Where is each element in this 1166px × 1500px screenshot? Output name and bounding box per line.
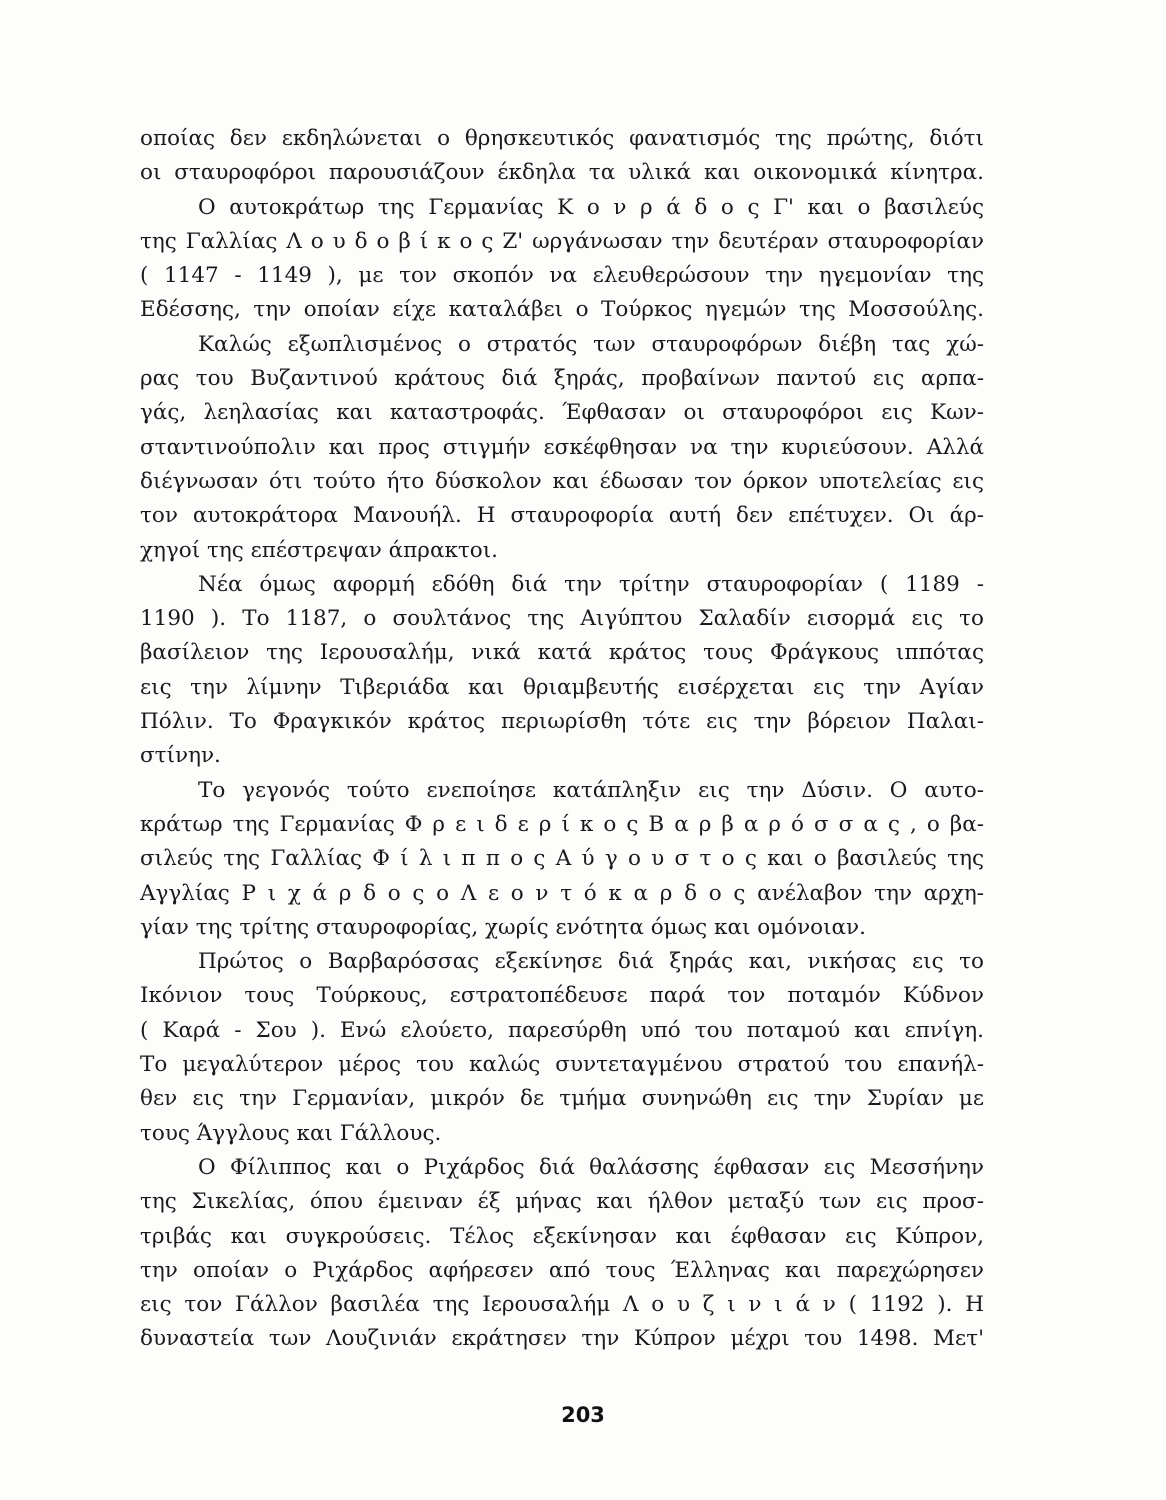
text-line: γάς, λεηλασίας και καταστροφάς. Έφθασαν οι σταυροφόροι εις Κων- bbox=[140, 400, 984, 426]
text-line: εις τον Γάλλον βασιλέα της Ιερουσαλήμ Λ ο υ ζ ι ν ι ά ν ( 1192 ). Η bbox=[140, 1292, 984, 1318]
page-number: 203 bbox=[561, 1403, 605, 1427]
text-line: Πόλιν. Το Φραγκικόν κράτος περιωρίσθη τότε εις την βόρειον Παλαι- bbox=[140, 709, 984, 735]
text-line: Ικόνιον τους Τούρκους, εστρατοπέδευσε παρά τον ποταμόν Κύδνον bbox=[140, 983, 984, 1009]
text-line: την οποίαν ο Ριχάρδος αφήρεσεν από τους Έλληνας και παρεχώρησεν bbox=[140, 1257, 984, 1283]
text-line: της Γαλλίας Λ ο υ δ ο β ί κ ο ς Ζ' ωργάνωσαν την δευτέραν σταυροφορίαν bbox=[140, 228, 984, 254]
text-line: διέγνωσαν ότι τούτο ήτο δύσκολον και έδωσαν τον όρκον υποτελείας εις bbox=[140, 468, 984, 494]
text-line: βασίλειον της Ιερουσαλήμ, νικά κατά κράτος τους Φράγκους ιππότας bbox=[140, 640, 984, 666]
paragraph-end-line: στίνην. bbox=[140, 743, 221, 769]
body-text bbox=[140, 122, 984, 1357]
paragraph-start-line: Ο Φίλιππος και ο Ριχάρδος διά θαλάσσης έφθασαν εις Μεσσήνην bbox=[198, 1154, 984, 1180]
text-line: σιλεύς της Γαλλίας Φ ί λ ι π π ο ς Α ύ γ ο υ σ τ ο ς και ο βασιλεύς της bbox=[140, 846, 984, 872]
text-line: Αγγλίας Ρ ι χ ά ρ δ ο ς ο Λ ε ο ν τ ό κ α ρ δ ο ς ανέλαβον την αρχη- bbox=[140, 880, 984, 906]
text-line: κράτωρ της Γερμανίας Φ ρ ε ι δ ε ρ ί κ ο ς Β α ρ β α ρ ό σ σ α ς , ο βα- bbox=[140, 811, 984, 837]
text-line: ρας του Βυζαντινού κράτους διά ξηράς, προβαίνων παντού εις αρπα- bbox=[140, 366, 984, 392]
paragraph-start-line: Ο αυτοκράτωρ της Γερμανίας Κ ο ν ρ ά δ ο ς Γ' και ο βασιλεύς bbox=[198, 194, 984, 220]
text-line: της Σικελίας, όπου έμειναν έξ μήνας και ήλθον μεταξύ των εις προσ- bbox=[140, 1189, 984, 1215]
text-line: τριβάς και συγκρούσεις. Τέλος εξεκίνησαν και έφθασαν εις Κύπρον, bbox=[140, 1223, 984, 1249]
paragraph-start-line: Πρώτος ο Βαρβαρόσσας εξεκίνησε διά ξηράς και, νικήσας εις το bbox=[198, 949, 984, 975]
text-line: θεν εις την Γερμανίαν, μικρόν δε τμήμα συνηνώθη εις την Συρίαν με bbox=[140, 1086, 984, 1112]
text-line: δυναστεία των Λουζινιάν εκράτησεν την Κύπρον μέχρι του 1498. Μετ' bbox=[140, 1326, 984, 1352]
text-line: τον αυτοκράτορα Μανουήλ. Η σταυροφορία αυτή δεν επέτυχεν. Οι άρ- bbox=[140, 503, 984, 529]
text-line: εις την λίμνην Τιβεριάδα και θριαμβευτής εισέρχεται εις την Αγίαν bbox=[140, 674, 984, 700]
paragraph-start-line: Καλώς εξωπλισμένος ο στρατός των σταυροφόρων διέβη τας χώ- bbox=[198, 331, 984, 357]
text-line: Εδέσσης, την οποίαν είχε καταλάβει ο Τούρκος ηγεμών της Μοσσούλης. bbox=[140, 297, 984, 323]
paragraph-end-line: χηγοί της επέστρεψαν άπρακτοι. bbox=[140, 537, 499, 563]
paragraph-end-line: γίαν της τρίτης σταυροφορίας, χωρίς ενότητα όμως και ομόνοιαν. bbox=[140, 914, 866, 940]
text-line: ( Καρά - Σου ). Ενώ ελούετο, παρεσύρθη υπό του ποταμού και επνίγη. bbox=[140, 1017, 984, 1043]
text-line: σταντινούπολιν και προς στιγμήν εσκέφθησαν να την κυριεύσουν. Αλλά bbox=[140, 434, 984, 460]
paragraph-end-line: τους Άγγλους και Γάλλους. bbox=[140, 1120, 442, 1146]
text-line: οποίας δεν εκδηλώνεται ο θρησκευτικός φανατισμός της πρώτης, διότι bbox=[140, 126, 984, 151]
text-line: ( 1147 - 1149 ), με τον σκοπόν να ελευθερώσουν την ηγεμονίαν της bbox=[140, 263, 984, 289]
paragraph-start-line: Το γεγονός τούτο ενεποίησε κατάπληξιν εις την Δύσιν. Ο αυτο- bbox=[198, 777, 984, 803]
text-line: Το μεγαλύτερον μέρος του καλώς συντεταγμένου στρατού του επανήλ- bbox=[140, 1052, 984, 1078]
paragraph-start-line: Νέα όμως αφορμή εδόθη διά την τρίτην σταυροφορίαν ( 1189 - bbox=[198, 571, 984, 597]
text-line: 1190 ). Το 1187, ο σουλτάνος της Αιγύπτου Σαλαδίν εισορμά εις το bbox=[140, 606, 984, 632]
text-line: οι σταυροφόροι παρουσιάζουν έκδηλα τα υλικά και οικονομικά κίνητρα. bbox=[140, 160, 984, 186]
